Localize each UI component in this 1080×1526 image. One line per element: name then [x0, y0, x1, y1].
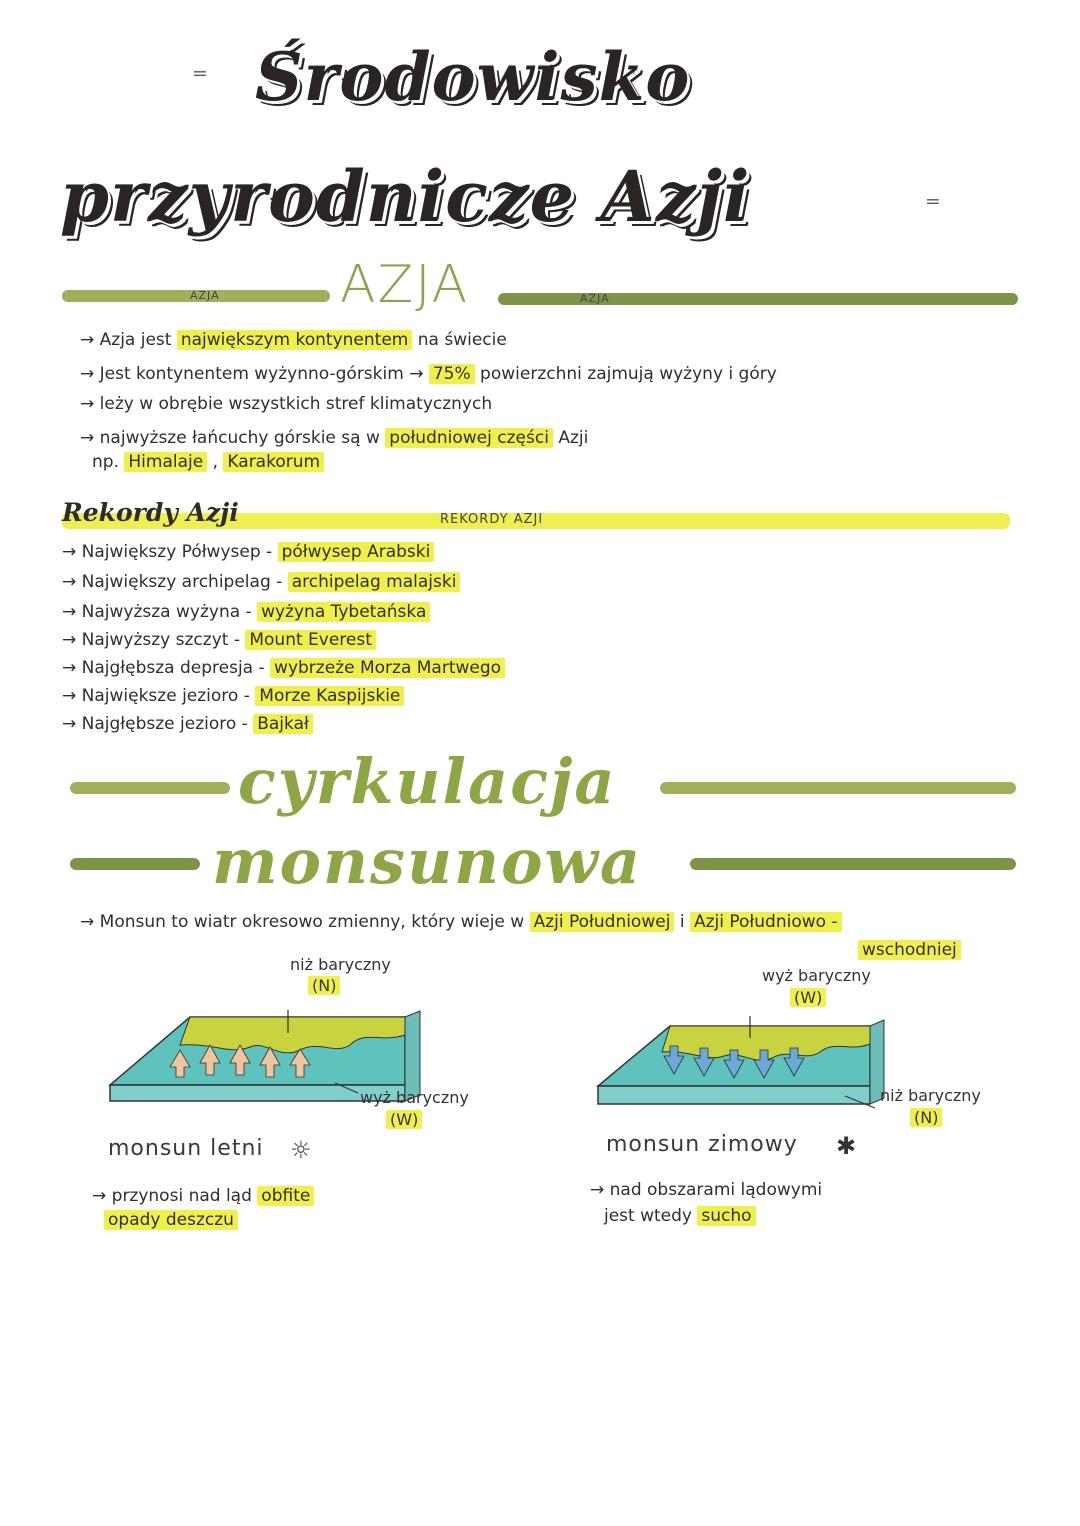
mon-bar-left	[70, 858, 200, 870]
record-item: → Najwyższy szczyt - Mount Everest	[62, 630, 376, 650]
winter-slab-side	[598, 1086, 870, 1104]
winter-monsoon-diagram	[590, 1016, 890, 1116]
winter-side-label: niż baryczny	[880, 1086, 981, 1105]
summer-caption: monsun letni	[108, 1136, 264, 1161]
winter-caption: monsun zimowy	[606, 1132, 798, 1157]
summer-side-code: (W)	[386, 1110, 422, 1129]
snowflake-icon: ✱	[836, 1132, 857, 1160]
records-title: Rekordy Azji	[62, 498, 239, 527]
winter-note-1: → nad obszarami lądowymi	[590, 1180, 823, 1200]
records-banner-text: REKORDY AZJI	[440, 512, 544, 527]
banner-bar-right	[498, 293, 1018, 305]
deco-lines-left: ⁼	[192, 62, 208, 97]
banner-left-text: AZJA	[190, 289, 220, 302]
record-item: → Najwyższa wyżyna - wyżyna Tybetańska	[62, 602, 430, 622]
summer-top-label: niż baryczny	[290, 955, 391, 974]
title-line-1: Środowisko	[255, 38, 691, 116]
monsoon-definition-cont: wschodniej	[858, 940, 961, 960]
cyr-bar-right	[660, 782, 1016, 794]
winter-top-code: (W)	[790, 988, 826, 1007]
azja-heading: AZJA	[340, 255, 470, 315]
azja-bullet-3: → leży w obrębie wszystkich stref klimatycznych	[80, 394, 493, 414]
summer-top-code: (N)	[308, 976, 340, 995]
azja-bullet-2: → Jest kontynentem wyżynno-górskim → 75% powierzchni zajmują wyżyny i góry	[80, 364, 777, 384]
title-line-2: przyrodnicze Azji	[60, 155, 751, 238]
monsoon-title-2: monsunowa	[212, 825, 642, 898]
sun-icon: ☼	[290, 1136, 312, 1164]
azja-bullet-4: → najwyższe łańcuchy górskie są w południowej części Azji	[80, 428, 589, 448]
summer-note-1: → przynosi nad ląd obfite	[92, 1186, 314, 1206]
record-item: → Największy archipelag - archipelag malajski	[62, 572, 460, 592]
winter-note-2: jest wtedy sucho	[604, 1206, 756, 1226]
record-item: → Największe jezioro - Morze Kaspijskie	[62, 686, 404, 706]
winter-side-code: (N)	[910, 1108, 942, 1127]
record-item: → Największy Półwysep - półwysep Arabski	[62, 542, 434, 562]
monsoon-title-1: cyrkulacja	[238, 745, 617, 818]
record-item: → Najgłębsze jezioro - Bajkał	[62, 714, 313, 734]
azja-bullet-1: → Azja jest największym kontynentem na świecie	[80, 330, 507, 350]
winter-top-label: wyż baryczny	[762, 966, 871, 985]
cyr-bar-left	[70, 782, 230, 794]
azja-example: np. Himalaje , Karakorum	[92, 452, 324, 472]
record-item: → Najgłębsza depresja - wybrzeże Morza Martwego	[62, 658, 505, 678]
summer-side-label: wyż baryczny	[360, 1088, 469, 1107]
deco-lines-right: ⁼	[925, 190, 941, 225]
banner-right-text: AZJA	[580, 292, 610, 305]
monsoon-definition: → Monsun to wiatr okresowo zmienny, który wieje w Azji Południowej i Azji Południowo -	[80, 912, 842, 932]
mon-bar-right	[690, 858, 1016, 870]
summer-note-2: opady deszczu	[104, 1210, 238, 1230]
